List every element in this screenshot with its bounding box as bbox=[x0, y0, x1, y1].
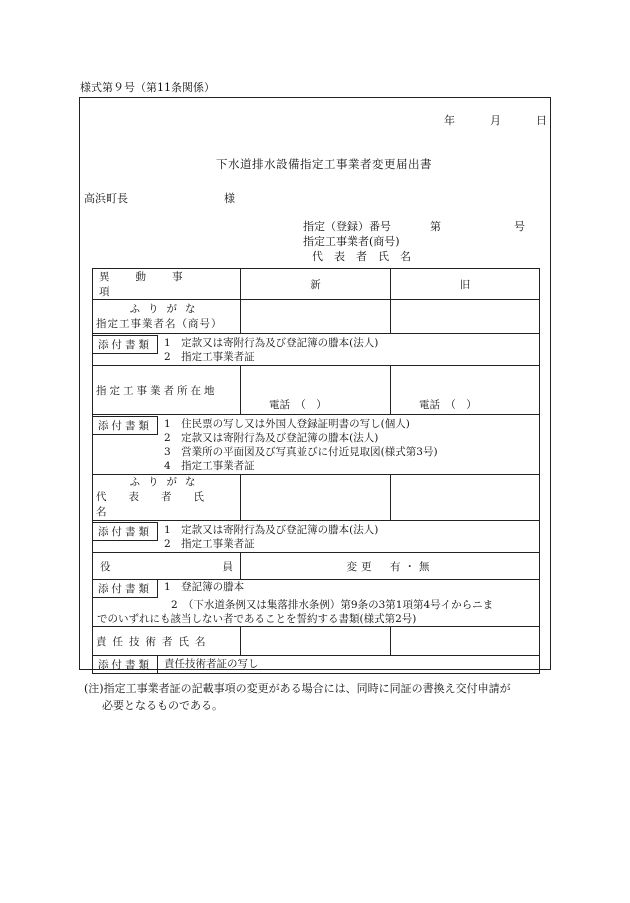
attachments-list bbox=[158, 417, 438, 473]
form-number: 様式第９号（第11条関係） bbox=[80, 81, 215, 94]
header-new: 新 bbox=[241, 269, 391, 300]
list-item: 2 （下水道条例又は集落排水条例）第9条の3第1項第4号イからニま bbox=[171, 599, 494, 611]
attachments-label: 添付書類 bbox=[92, 335, 158, 354]
chief-engineer-old[interactable] bbox=[391, 627, 540, 656]
recipient-honorific: 様 bbox=[224, 192, 235, 205]
row-representative-label bbox=[93, 475, 241, 521]
list-item: 2 定款又は寄附行為及び登記簿の謄本(法人) bbox=[164, 431, 379, 444]
company-name-kana: ふりがな bbox=[129, 302, 204, 315]
attachments-cell bbox=[93, 521, 540, 553]
representative-new[interactable] bbox=[241, 475, 391, 521]
table-row bbox=[93, 366, 540, 415]
date-month-label: 月 bbox=[490, 114, 501, 127]
company-name-label: 指定工事業者(商号) bbox=[303, 235, 400, 248]
list-item: 2 指定工事業者証 bbox=[164, 537, 255, 550]
company-name-label-text: 指定工事業者名（商号） bbox=[96, 317, 223, 330]
chief-engineer-new[interactable] bbox=[241, 627, 391, 656]
table-row bbox=[93, 553, 540, 580]
row-company-name-label bbox=[93, 300, 241, 334]
row-officers-label: 役 員 bbox=[93, 553, 241, 580]
list-item: 3 営業所の平面図及び写真並びに付近見取図(様式第3号) bbox=[164, 445, 438, 458]
attachments-cell bbox=[93, 656, 540, 674]
phone-new: 電話 （ ） bbox=[269, 399, 327, 411]
company-name-old[interactable] bbox=[391, 300, 540, 334]
table-row bbox=[93, 627, 540, 656]
company-name-new[interactable] bbox=[241, 300, 391, 334]
company-address-new[interactable] bbox=[241, 366, 391, 415]
representative-old[interactable] bbox=[391, 475, 540, 521]
row-chief-engineer-label: 責任技術者氏名 bbox=[93, 627, 241, 656]
list-item-continued: でのいずれにも該当しない者であることを誓約する書類(様式第2号) bbox=[97, 613, 417, 625]
table-row bbox=[93, 580, 540, 627]
footnote-line-2: 必要となるものである。 bbox=[102, 699, 223, 712]
row-company-address-label: 指定工事業者所在地 bbox=[93, 366, 241, 415]
change-items-table bbox=[92, 268, 540, 674]
footnote-line-1: (注)指定工事業者証の記載事項の変更がある場合には、同時に同証の書換え交付申請が bbox=[84, 682, 511, 695]
header-old: 旧 bbox=[391, 269, 540, 300]
attachments-label: 添付書類 bbox=[92, 655, 158, 674]
table-header-row bbox=[93, 269, 540, 300]
attachments-cell bbox=[93, 415, 540, 475]
registration-number-prefix: 第 bbox=[430, 220, 441, 233]
table-row bbox=[93, 521, 540, 553]
date-day-label: 日 bbox=[536, 114, 547, 127]
registration-number-label: 指定（登録）番号 bbox=[303, 220, 391, 233]
attachments-list bbox=[158, 656, 259, 671]
list-item: 責任技術者証の写し bbox=[164, 658, 259, 670]
phone-old: 電話 （ ） bbox=[419, 399, 477, 411]
recipient: 高浜町長 bbox=[84, 192, 128, 205]
registration-number-suffix: 号 bbox=[514, 220, 525, 233]
attachments-label: 添付書類 bbox=[92, 416, 158, 435]
list-item: 1 住民票の写し又は外国人登録証明書の写し(個人) bbox=[164, 417, 410, 430]
list-item: 4 指定工事業者証 bbox=[164, 459, 255, 472]
list-item: 1 定款又は寄附行為及び登記簿の謄本(法人) bbox=[164, 523, 379, 536]
company-address-old[interactable] bbox=[391, 366, 540, 415]
attachments-label: 添付書類 bbox=[92, 522, 158, 541]
representative-label-text: 代表者氏名 bbox=[96, 491, 226, 518]
table-row bbox=[93, 300, 540, 334]
attachments-list bbox=[158, 523, 378, 551]
date-year-label: 年 bbox=[444, 114, 455, 127]
representative-label: 代 表 者 氏 名 bbox=[312, 250, 411, 263]
table-row bbox=[93, 475, 540, 521]
table-row bbox=[93, 415, 540, 475]
list-item: 1 定款又は寄附行為及び登記簿の謄本(法人) bbox=[164, 336, 379, 349]
table-row bbox=[93, 656, 540, 674]
representative-kana: ふりがな bbox=[129, 476, 204, 488]
attachments-cell bbox=[93, 334, 540, 366]
document-title: 下水道排水設備指定工事業者変更届出書 bbox=[216, 157, 432, 171]
attachments-list bbox=[158, 336, 378, 364]
list-item: 1 登記簿の謄本 bbox=[164, 581, 245, 593]
list-item: 2 指定工事業者証 bbox=[164, 350, 255, 363]
footnote bbox=[84, 680, 554, 714]
table-row bbox=[93, 334, 540, 366]
officers-change-value[interactable]: 変更 有・無 bbox=[241, 553, 540, 580]
attachments-cell bbox=[93, 580, 540, 627]
attachments-list bbox=[158, 580, 244, 594]
attachments-label: 添付書類 bbox=[92, 579, 158, 598]
header-item: 異動事項 bbox=[93, 269, 241, 300]
